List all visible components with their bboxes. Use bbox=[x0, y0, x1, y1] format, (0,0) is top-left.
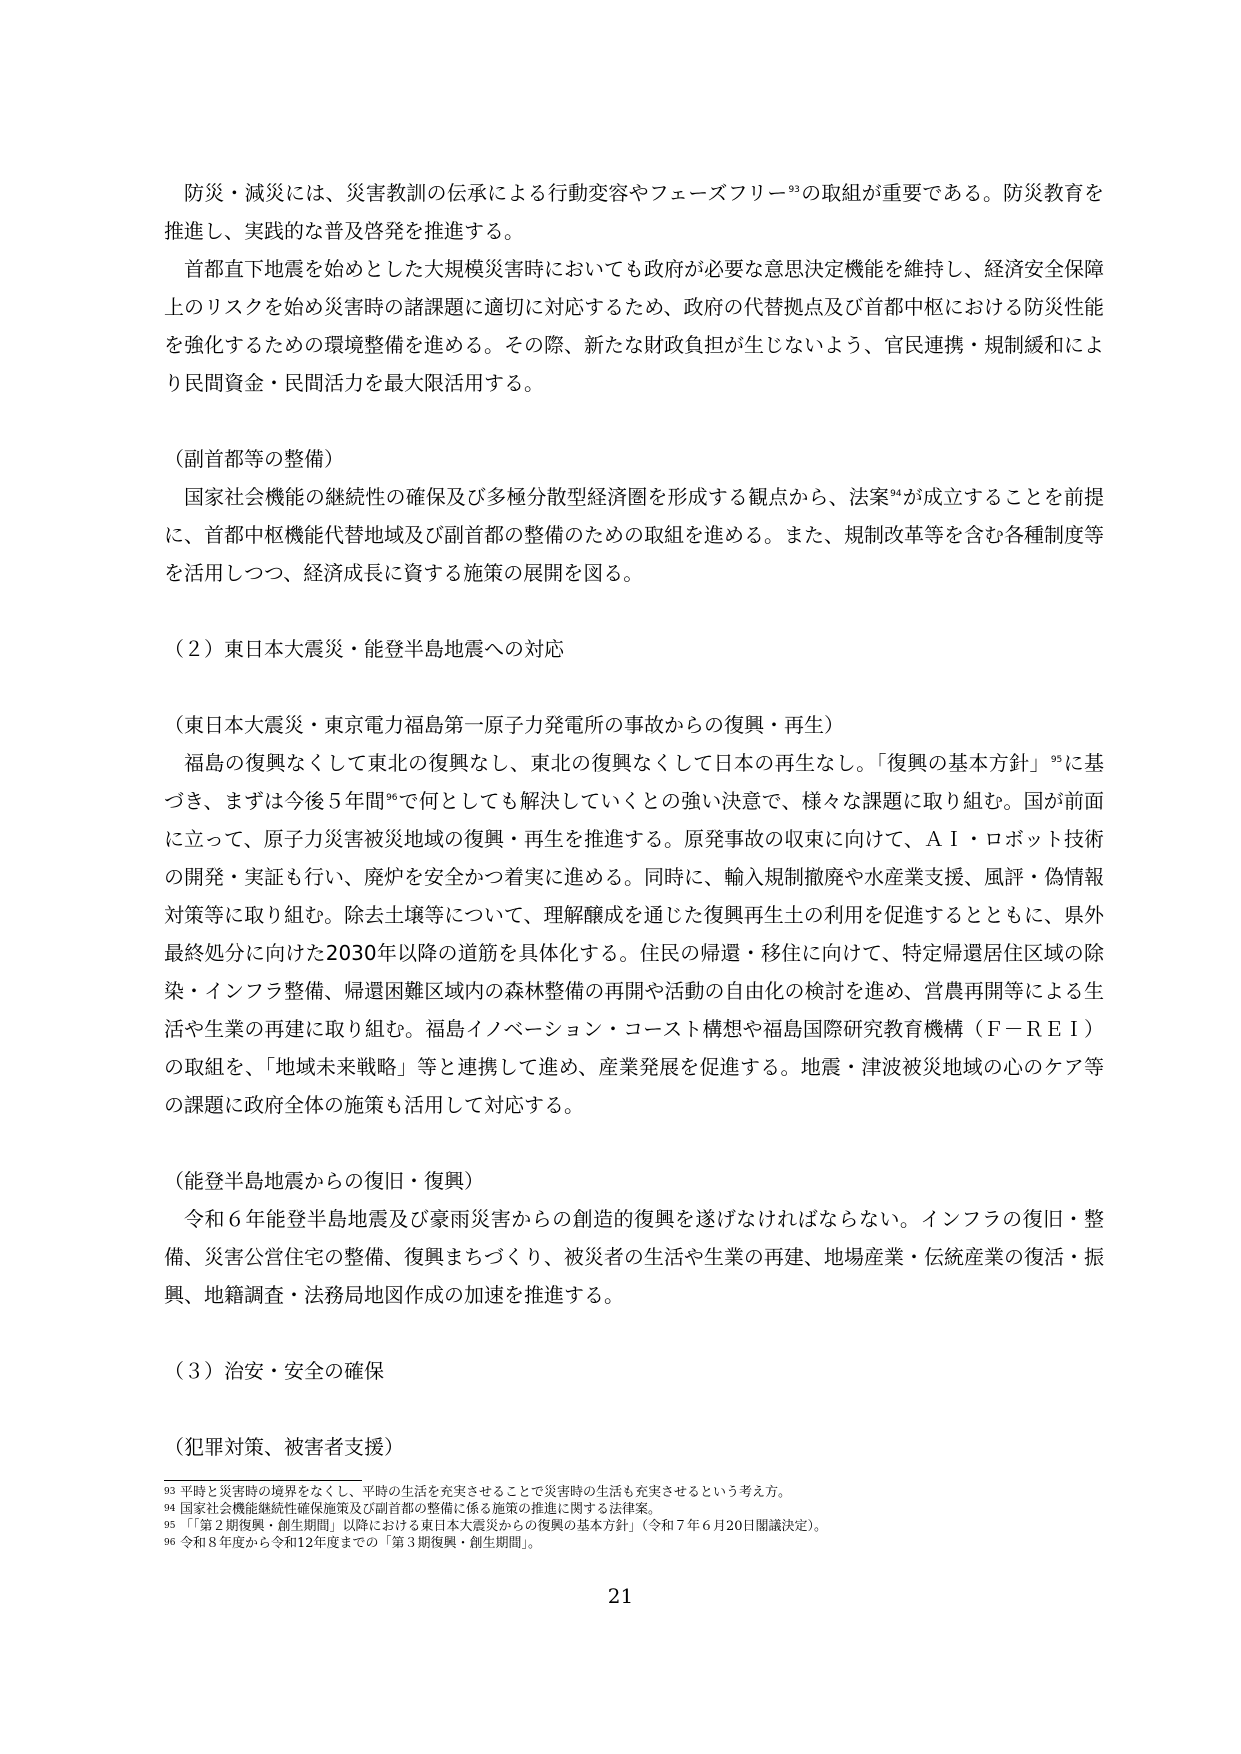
footnote-number: 95 bbox=[164, 1521, 176, 1531]
page-number: 21 bbox=[607, 1584, 634, 1608]
spacer bbox=[164, 592, 1104, 630]
footnote-94 bbox=[164, 1501, 1124, 1518]
footnote-text: 国家社会機能継続性確保施策及び副首都の整備に係る施策の推進に関する法律案。 bbox=[180, 1502, 662, 1517]
footnote-ref-96[interactable]: 96 bbox=[386, 793, 398, 803]
footnote-text: 平時と災害時の境界をなくし、平時の生活を充実させることで災害時の生活も充実させるという考え方。 bbox=[180, 1485, 792, 1500]
text: で何としても解決していくとの強い決意で、様々な課題に取り組む。国が前面に立って、原子力災害被災地域の復興・再生を推進する。原発事故の収束に向けて、ＡＩ・ロボット技術の開発・実証も行い、廃炉を安全かつ着実に進める。同時に、輸入規制撤廃や水産業支援、風評・偽情報対策等に取り組む。除去土壌等について、理解醸成を通じた復興再生土の利用を促進するとともに、県外最終処分に向けた2030年以降の道筋を具体化する。住民の帰還・移住に向けて、特定帰還居住区域の除染・インフラ整備、帰還困難区域内の森林整備の再開や活動の自由化の検討を進め、営農再開等による生活や生業の再建に取り組む。福島イノベーション・コースト構想や福島国際研究教育機構（Ｆ－ＲＥＩ）の取組を、「地域未来戦略」等と連携して進め、産業発展を促進する。地震・津波被災地域の心のケア等の課題に政府全体の施策も活用して対応する。 bbox=[164, 789, 1104, 1117]
paragraph-vice-capital bbox=[164, 478, 1104, 592]
text: の取組が重要である。防災教育を推進し、実践的な普及啓発を推進する。 bbox=[164, 181, 1105, 243]
subheading-vice-capital: （副首都等の整備） bbox=[164, 447, 344, 471]
footnote-text: 令和８年度から令和12年度までの「第３期復興・創生期間」。 bbox=[180, 1536, 542, 1551]
section-heading-3: （３）治安・安全の確保 bbox=[164, 1359, 384, 1383]
footnote-text: 「「第２期復興・創生期間」以降における東日本大震災からの復興の基本方針」（令和７年６月20日閣議決定）。 bbox=[180, 1519, 828, 1534]
footnote-number: 94 bbox=[164, 1504, 176, 1514]
footnote-95 bbox=[164, 1518, 1124, 1535]
footnote-ref-95[interactable]: 95 bbox=[1050, 755, 1063, 765]
footnotes bbox=[164, 1484, 1124, 1552]
paragraph-fukushima-reconstruction bbox=[164, 744, 1104, 1124]
spacer bbox=[164, 668, 1104, 706]
paragraph-capital-disaster: 首都直下地震を始めとした大規模災害時においても政府が必要な意思決定機能を維持し、経済安全保障上のリスクを始め災害時の諸課題に適切に対応するため、政府の代替拠点及び首都中枢における防災性能を強化するための環境整備を進める。その際、新たな財政負担が生じないよう、官民連携・規制緩和により民間資金・民間活力を最大限活用する。 bbox=[164, 257, 1104, 395]
spacer bbox=[164, 1314, 1104, 1352]
text: 福島の復興なくして東北の復興なし、東北の復興なくして日本の再生なし。「復興の基本方針」 bbox=[184, 751, 1050, 775]
text: が成立することを前提に、首都中枢機能代替地域及び副首都の整備のための取組を進める。また、規制改革等を含む各種制度等を活用しつつ、経済成長に資する施策の展開を図る。 bbox=[164, 485, 1105, 585]
text: に基づき、まずは今後５年間 bbox=[164, 751, 1105, 813]
main-text bbox=[164, 174, 1104, 1466]
subheading-great-east-japan: （東日本大震災・東京電力福島第一原子力発電所の事故からの復興・再生） bbox=[164, 713, 844, 737]
footnote-96 bbox=[164, 1535, 1124, 1552]
text: 防災・減災には、災害教訓の伝承による行動変容やフェーズフリー bbox=[184, 181, 788, 205]
footnote-93 bbox=[164, 1484, 1124, 1501]
subheading-noto: （能登半島地震からの復旧・復興） bbox=[164, 1169, 484, 1193]
footnote-divider bbox=[164, 1480, 362, 1481]
footnote-ref-94[interactable]: 94 bbox=[890, 489, 902, 499]
paragraph-disaster-education bbox=[164, 174, 1104, 250]
section-heading-2: （２）東日本大震災・能登半島地震への対応 bbox=[164, 637, 564, 661]
text: 国家社会機能の継続性の確保及び多極分散型経済圏を形成する観点から、法案 bbox=[184, 485, 890, 509]
spacer bbox=[164, 1124, 1104, 1162]
footnote-number: 96 bbox=[164, 1538, 176, 1548]
footnote-ref-93[interactable]: 93 bbox=[788, 185, 800, 195]
subheading-crime: （犯罪対策、被害者支援） bbox=[164, 1435, 404, 1459]
footnote-number: 93 bbox=[164, 1487, 176, 1497]
spacer bbox=[164, 402, 1104, 440]
spacer bbox=[164, 1390, 1104, 1428]
paragraph-noto-reconstruction: 令和６年能登半島地震及び豪雨災害からの創造的復興を遂げなければならない。インフラの復旧・整備、災害公営住宅の整備、復興まちづくり、被災者の生活や生業の再建、地場産業・伝統産業の復活・振興、地籍調査・法務局地図作成の加速を推進する。 bbox=[164, 1207, 1104, 1307]
